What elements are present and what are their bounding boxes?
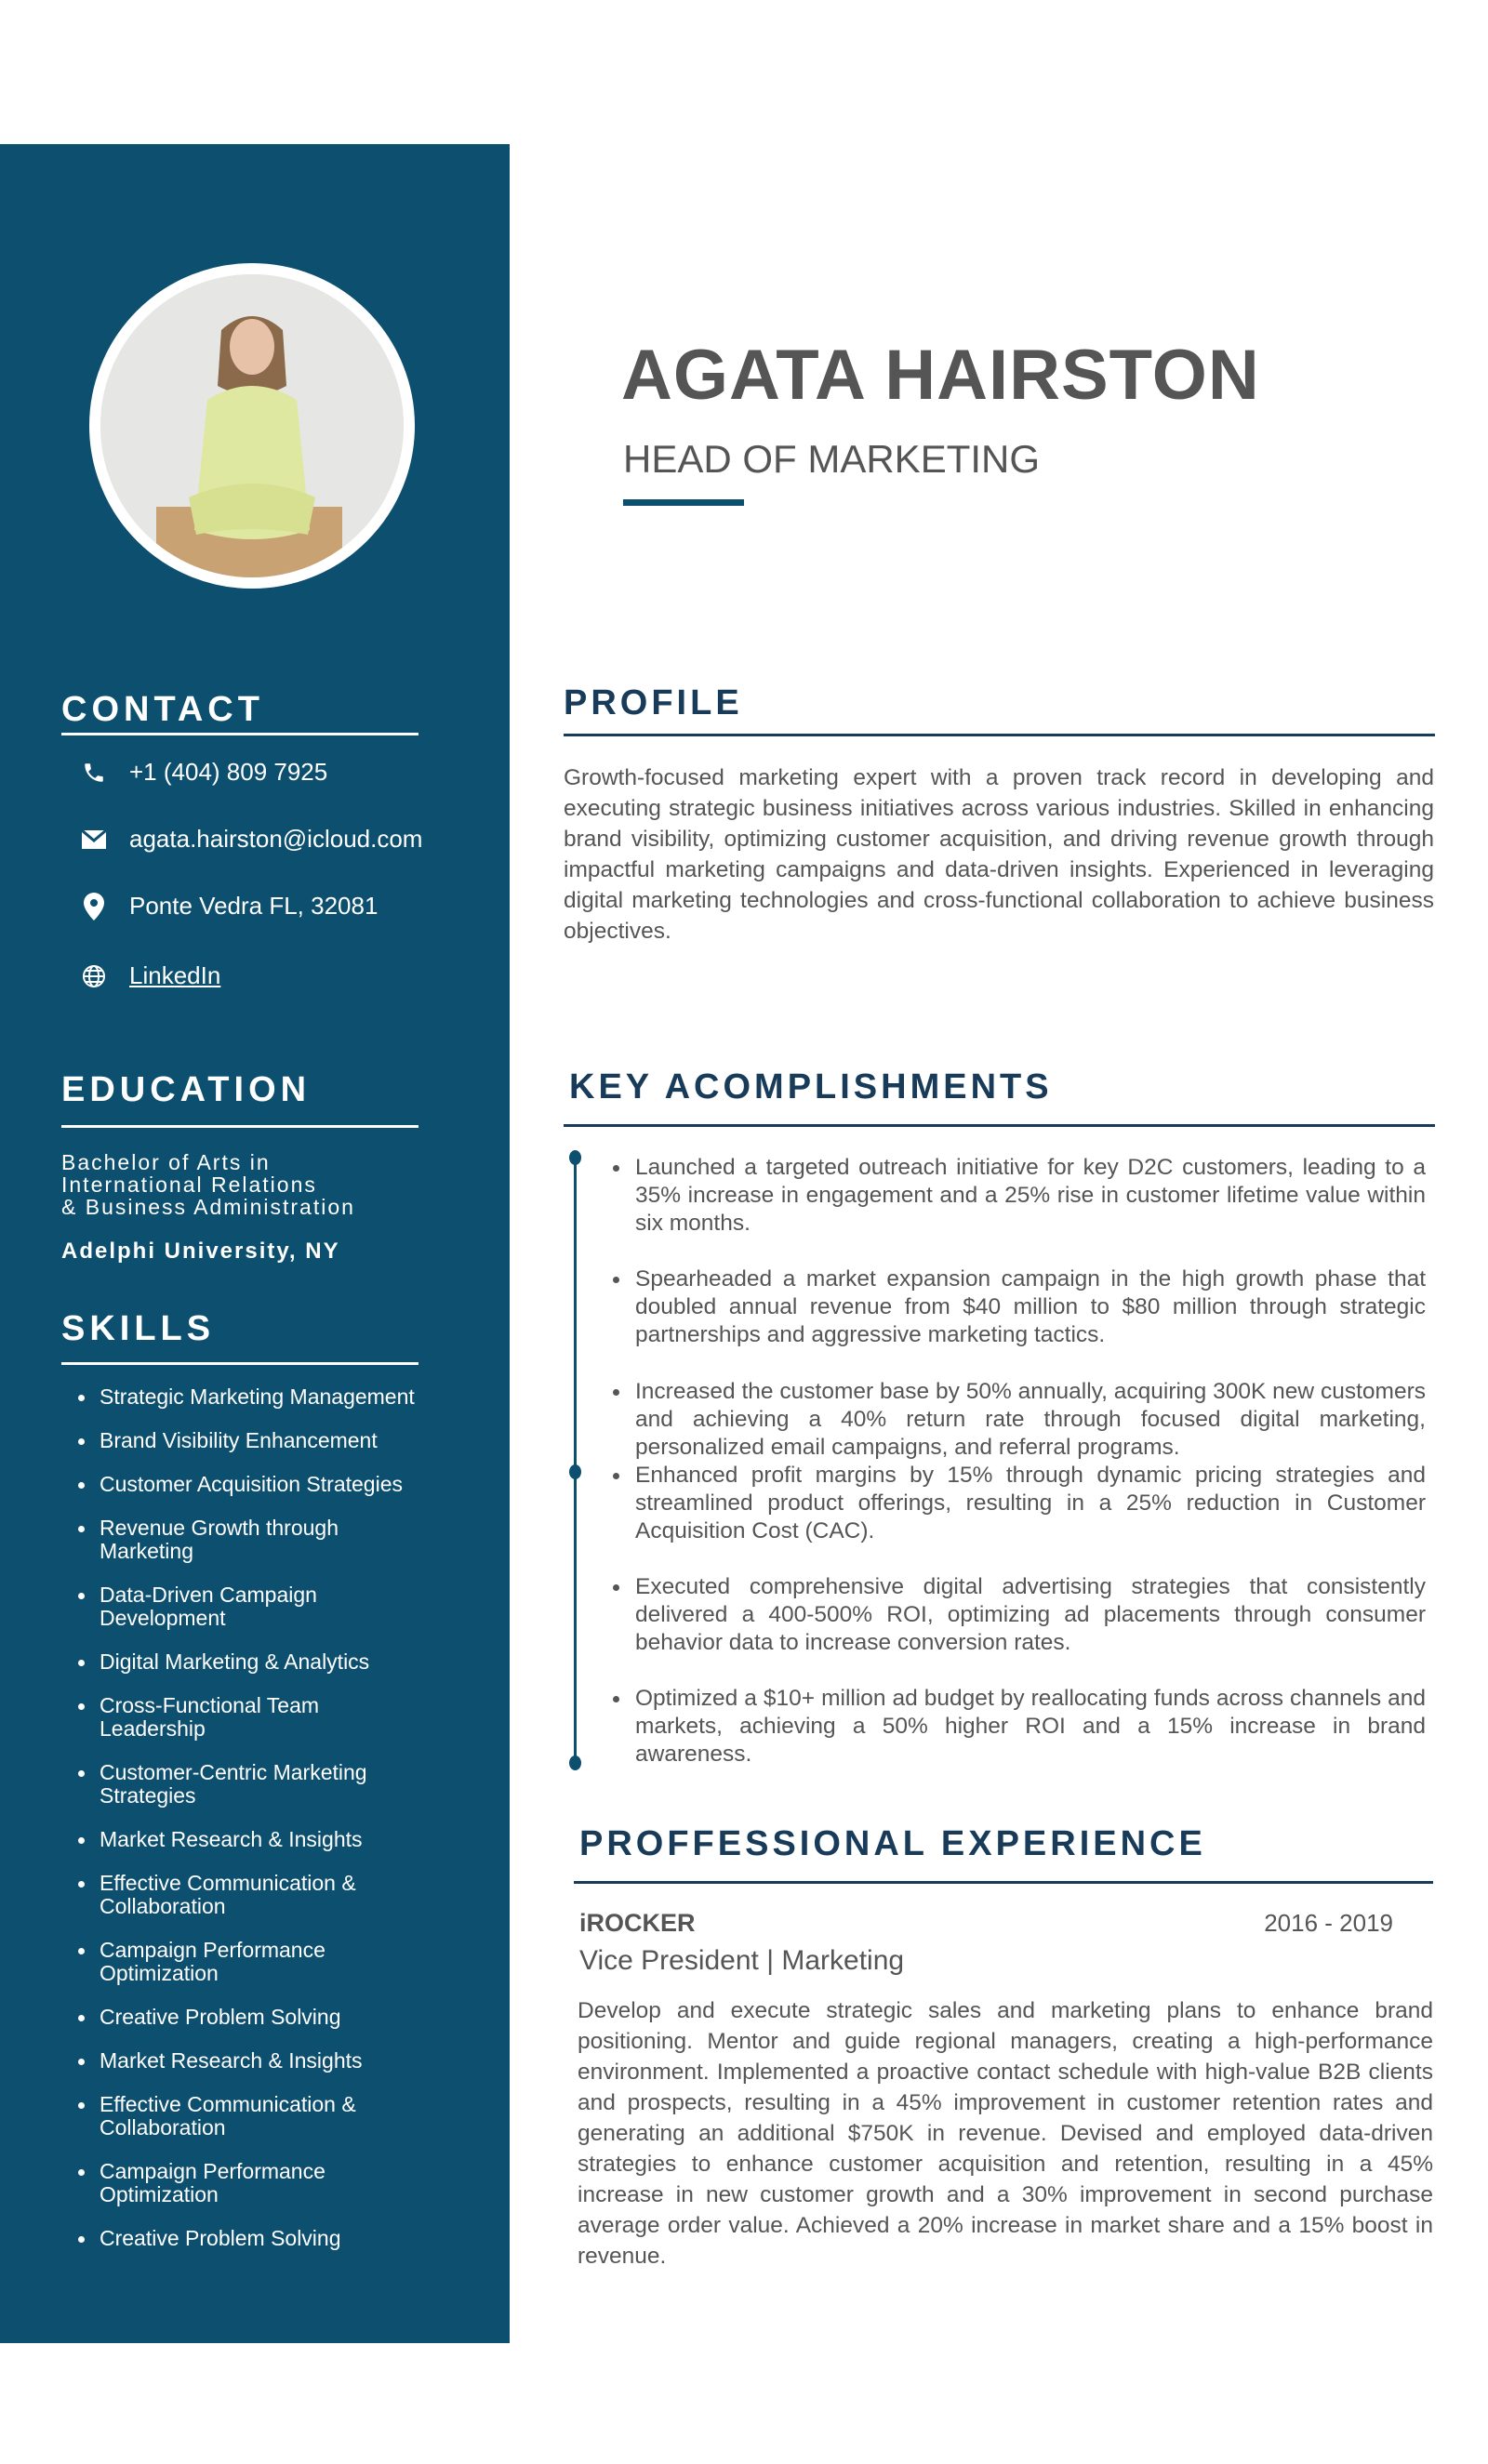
timeline-line: [574, 1157, 577, 1763]
timeline-dot: [569, 1464, 581, 1479]
contact-divider: [61, 733, 418, 735]
skill-item: Creative Problem Solving: [78, 2006, 450, 2029]
timeline-dot: [569, 1755, 581, 1770]
email-address[interactable]: agata.hairston@icloud.com: [129, 825, 423, 853]
skill-item: Digital Marketing & Analytics: [78, 1650, 450, 1674]
accomplishments-divider: [564, 1124, 1435, 1127]
globe-icon: [80, 962, 108, 990]
phone-number: +1 (404) 809 7925: [129, 758, 328, 786]
degree-line: Bachelor of Arts in: [61, 1150, 271, 1174]
title-accent-bar: [623, 499, 744, 506]
profile-photo: [89, 263, 415, 589]
skill-item: Campaign Performance Optimization: [78, 1939, 357, 1985]
university: Adelphi University, NY: [61, 1239, 340, 1264]
experience-divider: [574, 1881, 1433, 1884]
skill-item: Data-Driven Campaign Development: [78, 1583, 357, 1630]
email-icon: [80, 826, 108, 854]
education-divider: [61, 1125, 418, 1128]
education-heading: EDUCATION: [61, 1070, 312, 1109]
contact-phone: [80, 758, 327, 787]
accomplishment-item: Enhanced profit margins by 15% through dynamic pricing strategies and streamlined product offerings, resulting in a 25% reduction in Customer Acquisition Cost (CAC).: [635, 1463, 1426, 1543]
skill-item: Market Research & Insights: [78, 1828, 450, 1851]
location-pin-icon: [80, 893, 108, 921]
job-description: Develop and execute strategic sales and marketing plans to enhance brand positioning. Mentor and guide regional managers, creating a high-performance environment. Implemented a proactive contact schedule with high-value B2B clients and prospects, resulting in a 45% improvement in customer retention rates and generating an additional $750K in revenue. Devised and employed data-driven strategies to enhance customer acquisition and retention, resulting in a 45% increase in new customer growth and a 30% improvement in second purchase average order value. Achieved a 20% increase in market share and a 15% boost in revenue.: [578, 1998, 1433, 2269]
skills-list: [78, 1385, 450, 2271]
contact-email: [80, 825, 422, 854]
contact-heading: CONTACT: [61, 690, 264, 729]
company-name: iROCKER: [579, 1909, 696, 1937]
accomplishments-heading: KEY ACOMPLISHMENTS: [569, 1067, 1053, 1106]
contact-linkedin: [80, 961, 220, 990]
skill-item: Market Research & Insights: [78, 2049, 450, 2073]
skill-item: Revenue Growth through Marketing: [78, 1517, 357, 1563]
accomplishment-item: Optimized a $10+ million ad budget by reallocating funds across channels and markets, achieving a 50% higher ROI and a 15% increase in brand awareness.: [635, 1686, 1426, 1767]
profile-divider: [564, 734, 1435, 736]
accomplishment-item: Executed comprehensive digital advertising strategies that consistently delivered a 400-500% ROI, optimizing ad placements through consumer behavior data to increase conversion rates.: [635, 1574, 1426, 1655]
skill-item: Strategic Marketing Management: [78, 1385, 450, 1409]
job-role: Vice President | Marketing: [579, 1945, 905, 1976]
accomplishment-item: Spearheaded a market expansion campaign in the high growth phase that doubled annual revenue from $40 million to $80 million through strategic partnerships and aggressive marketing tactics.: [635, 1266, 1426, 1347]
contact-location: [80, 892, 378, 921]
skill-item: Cross-Functional Team Leadership: [78, 1694, 357, 1741]
skills-heading: SKILLS: [61, 1309, 216, 1348]
accomplishment-item: Increased the customer base by 50% annually, acquiring 300K new customers and achieving a 40% return rate through focused digital marketing, personalized email campaigns, and referral programs.: [635, 1379, 1426, 1460]
job-years: 2016 - 2019: [1264, 1909, 1393, 1937]
experience-heading: PROFFESSIONAL EXPERIENCE: [579, 1824, 1206, 1863]
degree-line: International Relations: [61, 1172, 317, 1197]
accomplishment-item: Launched a targeted outreach initiative for key D2C customers, leading to a 35% increase in engagement and a 25% rise in customer lifetime value within six months.: [635, 1155, 1426, 1236]
degree-line: & Business Administration: [61, 1195, 355, 1219]
location-text: Ponte Vedra FL, 32081: [129, 892, 379, 920]
skill-item: Customer-Centric Marketing Strategies: [78, 1761, 394, 1808]
skill-item: Campaign Performance Optimization: [78, 2160, 357, 2206]
job-title: HEAD OF MARKETING: [623, 437, 1041, 481]
profile-text: Growth-focused marketing expert with a proven track record in developing and executing strategic business initiatives across various industries. Skilled in enhancing brand visibility, optimizing customer acquisition, and driving revenue growth through impactful marketing campaigns and data-driven insights. Experienced in leveraging digital marketing technologies and cross-functional collaboration to achieve business objectives.: [564, 765, 1434, 944]
timeline-dot: [569, 1150, 581, 1165]
skills-divider: [61, 1362, 418, 1365]
skill-item: Customer Acquisition Strategies: [78, 1473, 450, 1496]
profile-heading: PROFILE: [564, 683, 743, 722]
skill-item: Effective Communication & Collaboration: [78, 2093, 385, 2139]
linkedin-link[interactable]: LinkedIn: [129, 961, 221, 989]
skill-item: Brand Visibility Enhancement: [78, 1429, 450, 1452]
candidate-name: AGATA HAIRSTON: [621, 336, 1260, 415]
phone-icon: [80, 759, 108, 787]
skill-item: Creative Problem Solving: [78, 2227, 450, 2250]
skill-item: Effective Communication & Collaboration: [78, 1872, 385, 1918]
